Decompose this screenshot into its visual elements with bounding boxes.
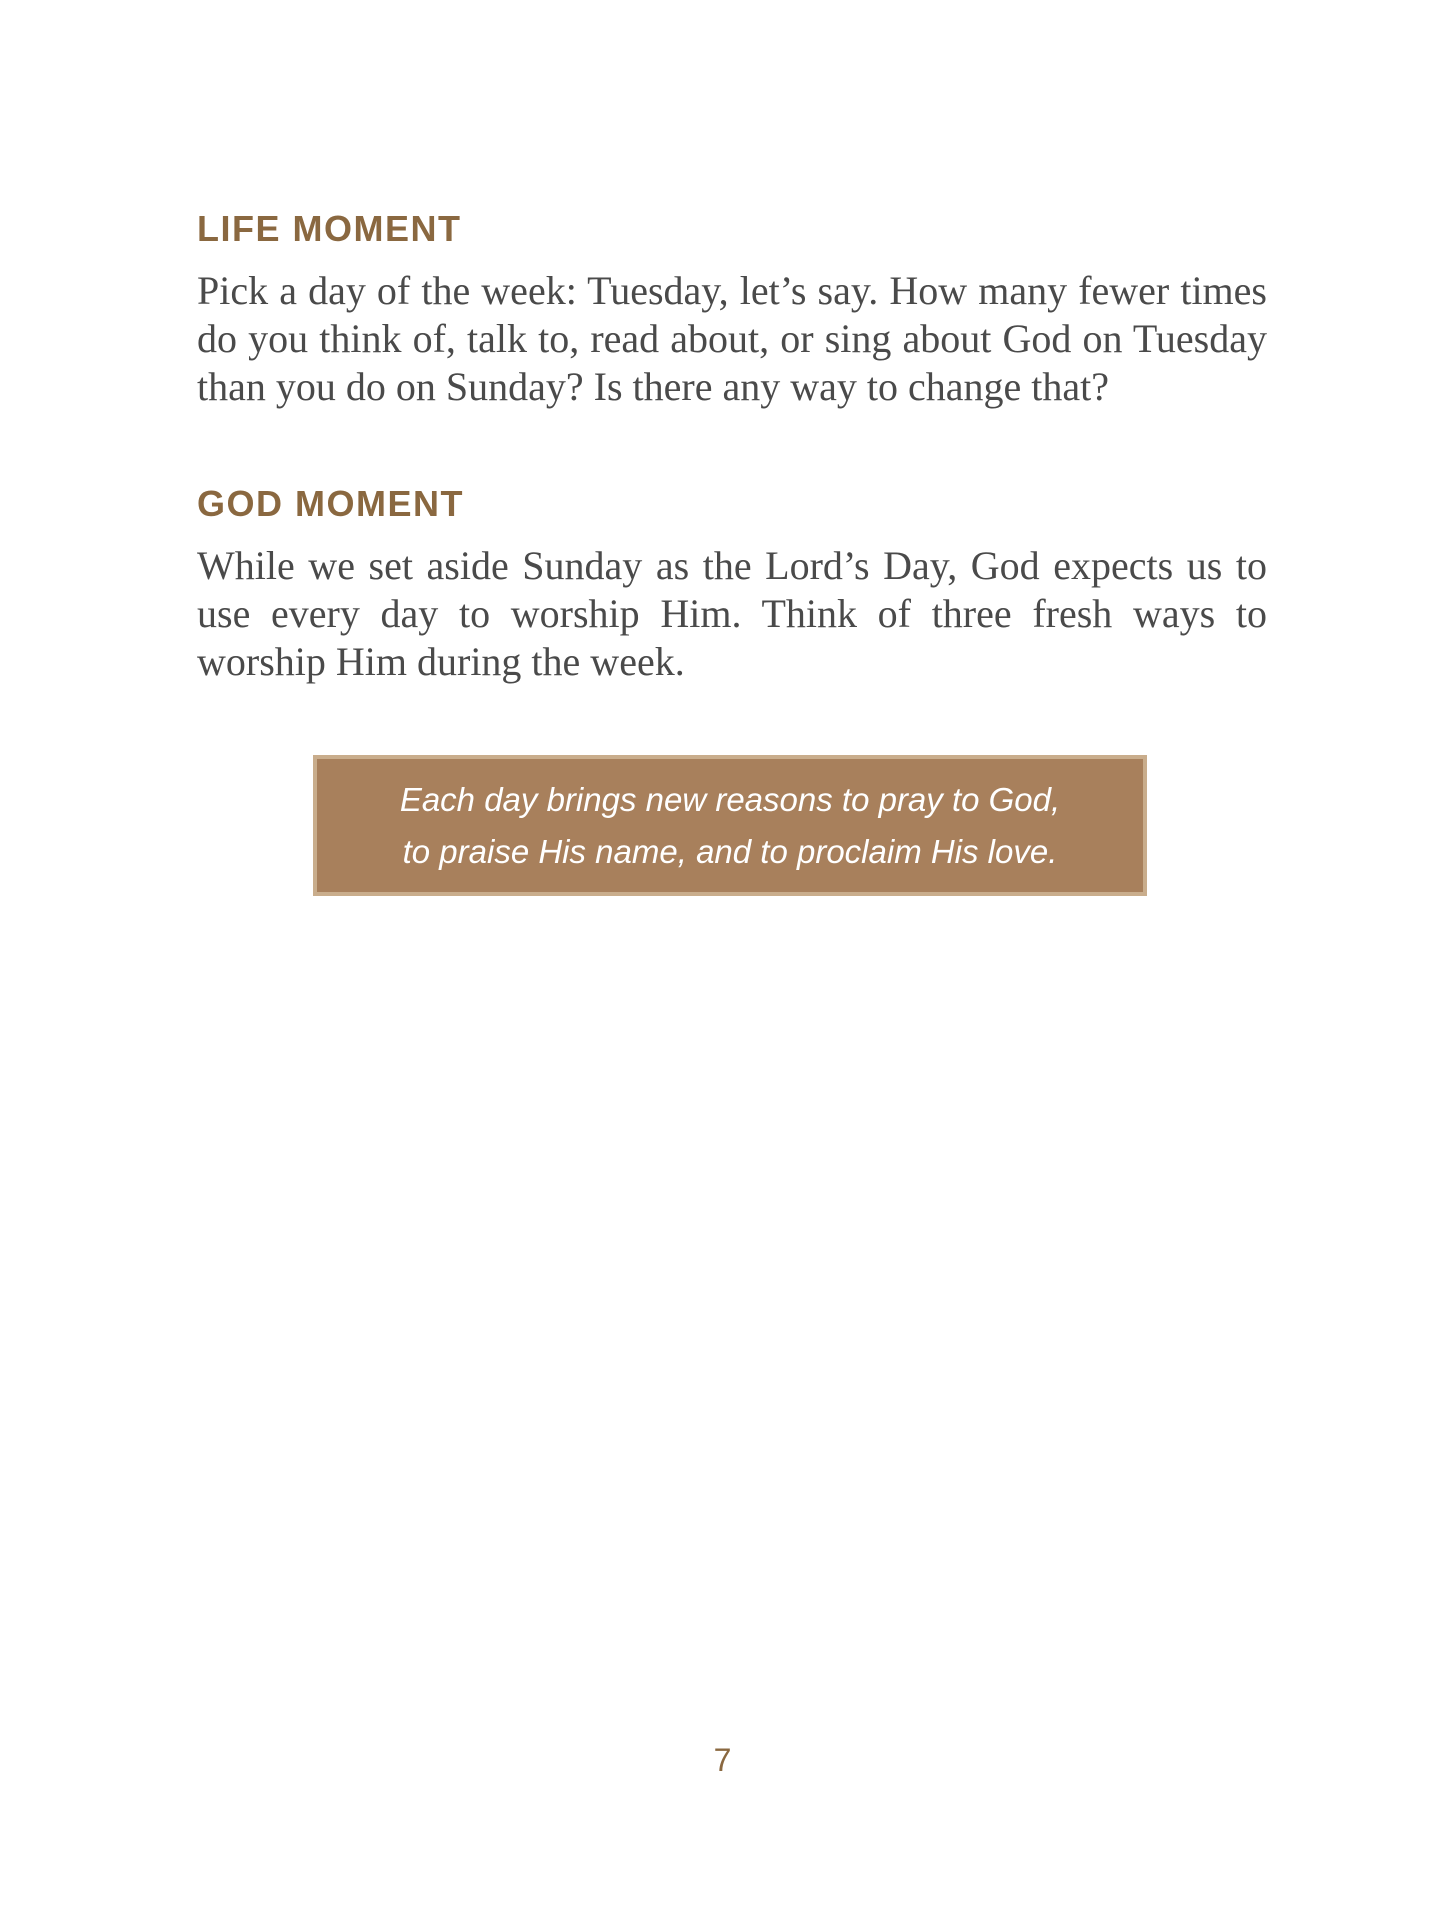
quote-line-2: to praise His name, and to proclaim His love.	[402, 832, 1058, 870]
page-number: 7	[713, 1742, 732, 1778]
god-moment-text: While we set aside Sunday as the Lord’s Day, God expects us to use every day to worship Him. Think of three fresh ways to worship Him during the week.	[197, 543, 1267, 684]
god-moment-heading: GOD MOMENT	[197, 483, 464, 524]
quote-callout	[313, 755, 1147, 896]
life-moment-heading: LIFE MOMENT	[197, 208, 462, 249]
life-moment-section	[197, 205, 1267, 411]
life-moment-text: Pick a day of the week: Tuesday, let’s say. How many fewer times do you think of, talk to, read about, or sing about God on Tuesday than you do on Sunday? Is there any way to change that?	[197, 268, 1267, 409]
quote-line-1: Each day brings new reasons to pray to God,	[399, 780, 1061, 818]
god-moment-section	[197, 480, 1267, 686]
